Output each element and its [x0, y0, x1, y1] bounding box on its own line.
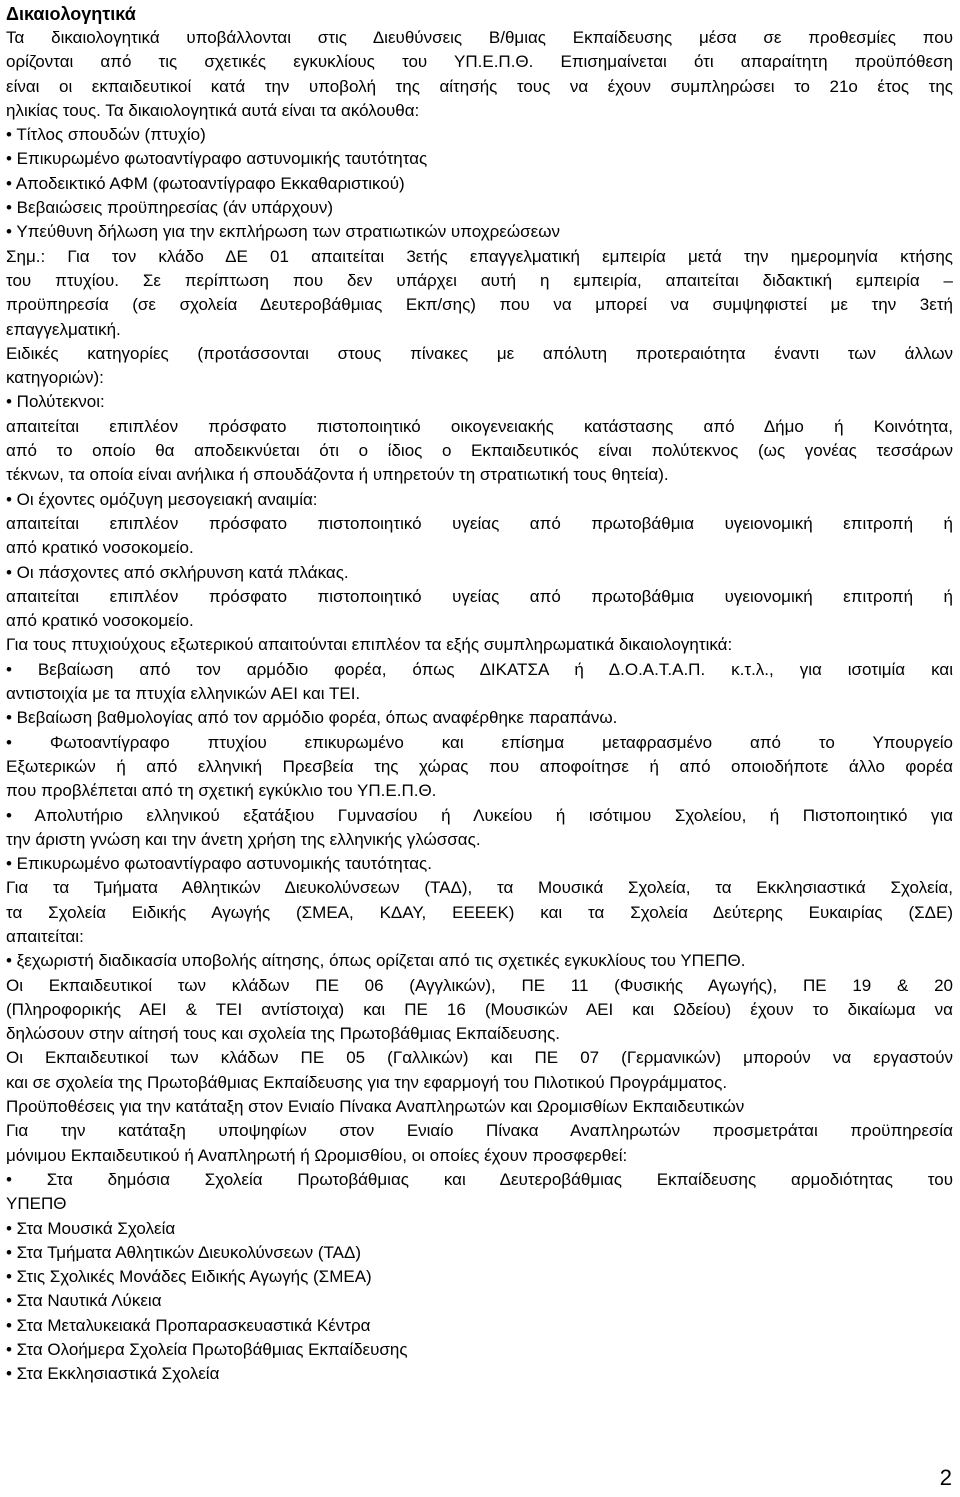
text-line: προϋπηρεσία (σε σχολεία Δευτεροβάθμιας Εκπ/σης) που να μπορεί να συμψηφιστεί με την 3ετή — [6, 295, 953, 315]
text-line: • Στα Ναυτικά Λύκεια — [6, 1291, 162, 1311]
text-line: • Επικυρωμένο φωτοαντίγραφο αστυνομικής ταυτότητας. — [6, 854, 432, 874]
text-line: αντιστοιχία με τα πτυχία ελληνικών ΑΕΙ και ΤΕΙ. — [6, 684, 361, 704]
text-line: Σημ.: Για τον κλάδο ΔΕ 01 απαιτείται 3ετής επαγγελματική εμπειρία μετά την ημερομηνία κτήσης — [6, 246, 953, 266]
text-line: κατηγοριών): — [6, 368, 104, 388]
text-line: Ειδικές κατηγορίες (προτάσσονται στους πίνακες με απόλυτη προτεραιότητα έναντι των άλλων — [6, 343, 953, 363]
text-line: Για τους πτυχιούχους εξωτερικού απαιτούνται επιπλέον τα εξής συμπληρωματικά δικαιολογητικά: — [6, 635, 733, 655]
text-line: • Αποδεικτικό ΑΦΜ (φωτοαντίγραφο Εκκαθαριστικού) — [6, 173, 405, 193]
text-line: ηλικίας τους. Τα δικαιολογητικά αυτά είναι τα ακόλουθα: — [6, 100, 420, 120]
text-line: Εξωτερικών ή από ελληνική Πρεσβεία της χώρας που αποφοίτησε ή από οποιοδήποτε άλλο φορέα — [6, 756, 953, 776]
text-line: • Στα Ολοήμερα Σχολεία Πρωτοβάθμιας Εκπαίδευσης — [6, 1340, 408, 1360]
text-line: δηλώσουν στην αίτησή τους και σχολεία της Πρωτοβάθμιας Εκπαίδευσης. — [6, 1024, 560, 1044]
text-line: • Στα Μεταλυκειακά Προπαρασκευαστικά Κέντρα — [6, 1315, 371, 1335]
text-line: • Στα δημόσια Σχολεία Πρωτοβάθμιας και Δευτεροβάθμιας Εκπαίδευσης αρμοδιότητας του — [6, 1169, 953, 1189]
text-line: • Τίτλος σπουδών (πτυχίο) — [6, 125, 206, 145]
text-line: • Πολύτεκνοι: — [6, 392, 105, 412]
text-line: Για τα Τμήματα Αθλητικών Διευκολύνσεων (ΤΑΔ), τα Μουσικά Σχολεία, τα Εκκλησιαστικά Σχολεία, — [6, 878, 953, 898]
text-line: • ξεχωριστή διαδικασία υποβολής αίτησης, όπως ορίζεται από τις σχετικές εγκυκλίους του ΥΠΕΠΘ. — [6, 951, 746, 971]
text-line: απαιτείται επιπλέον πρόσφατο πιστοποιητικό υγείας από πρωτοβάθμια υγειονομική επιτροπή ή — [6, 513, 953, 533]
text-line: μόνιμου Εκπαιδευτικού ή Αναπληρωτή ή Ωρομισθίου, οι οποίες έχουν προσφερθεί: — [6, 1145, 628, 1165]
text-line: τέκνων, τα οποία είναι ανήλικα ή σπουδάζοντα ή υπηρετούν τη στρατιωτική τους θητεία). — [6, 465, 669, 485]
text-line: • Στις Σχολικές Μονάδες Ειδικής Αγωγής (ΣΜΕΑ) — [6, 1267, 372, 1287]
text-line: ορίζονται από τις σχετικές εγκυκλίους του ΥΠ.Ε.Π.Θ. Επισημαίνεται ότι απαραίτητη προϋπόθεση — [6, 52, 953, 72]
text-line: είναι οι εκπαιδευτικοί κατά την υποβολή της αίτησής τους να έχουν συμπληρώσει το 21ο έτος της — [6, 76, 953, 96]
body-text — [6, 26, 953, 1387]
text-line: • Οι έχοντες ομόζυγη μεσογειακή αναιμία: — [6, 489, 318, 509]
text-line: και σε σχολεία της Πρωτοβάθμιας Εκπαίδευσης για την εφαρμογή του Πιλοτικού Προγράμματος. — [6, 1072, 728, 1092]
text-line: Για την κατάταξη υποψηφίων στον Ενιαίο Πίνακα Αναπληρωτών προσμετράται προϋπηρεσία — [6, 1121, 953, 1141]
text-line: • Βεβαίωση από τον αρμόδιο φορέα, όπως ΔΙΚΑΤΣΑ ή Δ.Ο.Α.Τ.Α.Π. κ.τ.λ., για ισοτιμία και — [6, 659, 953, 679]
text-line: απαιτείται επιπλέον πρόσφατο πιστοποιητικό οικογενειακής κατάστασης από Δήμο ή Κοινότητα, — [6, 416, 953, 436]
text-line: • Βεβαιώσεις προϋπηρεσίας (άν υπάρχουν) — [6, 198, 333, 218]
text-line: από κρατικό νοσοκομείο. — [6, 538, 194, 558]
text-line: (Πληροφορικής ΑΕΙ & ΤΕΙ αντίστοιχα) και ΠΕ 16 (Μουσικών ΑΕΙ και Ωδείου) έχουν το δικαίωμα να — [6, 999, 953, 1019]
text-line: από κρατικό νοσοκομείο. — [6, 611, 194, 631]
text-line: • Φωτοαντίγραφο πτυχίου επικυρωμένο και επίσημα μεταφρασμένο από το Υπουργείο — [6, 732, 953, 752]
section-heading: Δικαιολογητικά — [6, 4, 136, 24]
page-number: 2 — [939, 1465, 952, 1490]
text-line: επαγγελματική. — [6, 319, 121, 339]
text-line: • Υπεύθυνη δήλωση για την εκπλήρωση των στρατιωτικών υποχρεώσεων — [6, 222, 560, 242]
text-line: • Στα Τμήματα Αθλητικών Διευκολύνσεων (ΤΑΔ) — [6, 1242, 361, 1262]
text-line: • Βεβαίωση βαθμολογίας από τον αρμόδιο φορέα, όπως αναφέρθηκε παραπάνω. — [6, 708, 618, 728]
text-line: Τα δικαιολογητικά υποβάλλονται στις Διευθύνσεις Β/θμιας Εκπαίδευσης μέσα σε προθεσμίες που — [6, 28, 953, 47]
text-line: απαιτείται επιπλέον πρόσφατο πιστοποιητικό υγείας από πρωτοβάθμια υγειονομική επιτροπή ή — [6, 586, 953, 606]
text-line: • Απολυτήριο ελληνικού εξατάξιου Γυμνασίου ή Λυκείου ή ισότιμου Σχολείου, ή Πιστοποιητικό για — [6, 805, 953, 825]
text-line: ΥΠΕΠΘ — [6, 1194, 67, 1214]
text-line: • Στα Μουσικά Σχολεία — [6, 1218, 176, 1238]
text-line: του πτυχίου. Σε περίπτωση που δεν υπάρχει αυτή η εμπειρία, απαιτείται διδακτική εμπειρία – — [6, 270, 953, 290]
text-line: απαιτείται: — [6, 926, 84, 946]
text-line: που προβλέπεται από τη σχετική εγκύκλιο του ΥΠ.Ε.Π.Θ. — [6, 781, 437, 801]
text-line: την άριστη γνώση και την άνετη χρήση της ελληνικής γλώσσας. — [6, 829, 481, 849]
text-line: Οι Εκπαιδευτικοί των κλάδων ΠΕ 05 (Γαλλικών) και ΠΕ 07 (Γερμανικών) μπορούν να εργαστούν — [6, 1048, 953, 1068]
text-line: Προϋποθέσεις για την κατάταξη στον Ενιαίο Πίνακα Αναπληρωτών και Ωρομισθίων Εκπαιδευτικών — [6, 1097, 745, 1117]
text-line: από το οποίο θα αποδεικνύεται ότι ο ίδιος ο Εκπαιδευτικός είναι πολύτεκνος (ως γονέας τεσσάρων — [6, 441, 953, 461]
text-line: • Επικυρωμένο φωτοαντίγραφο αστυνομικής ταυτότητας — [6, 149, 428, 169]
text-line: • Οι πάσχοντες από σκλήρυνση κατά πλάκας. — [6, 562, 349, 582]
text-line: τα Σχολεία Ειδικής Αγωγής (ΣΜΕΑ, ΚΔΑΥ, ΕΕΕΕΚ) και τα Σχολεία Δεύτερης Ευκαιρίας (ΣΔΕ) — [6, 902, 953, 922]
text-line: Οι Εκπαιδευτικοί των κλάδων ΠΕ 06 (Αγγλικών), ΠΕ 11 (Φυσικής Αγωγής), ΠΕ 19 & 20 — [6, 975, 953, 995]
text-line: • Στα Εκκλησιαστικά Σχολεία — [6, 1364, 220, 1384]
